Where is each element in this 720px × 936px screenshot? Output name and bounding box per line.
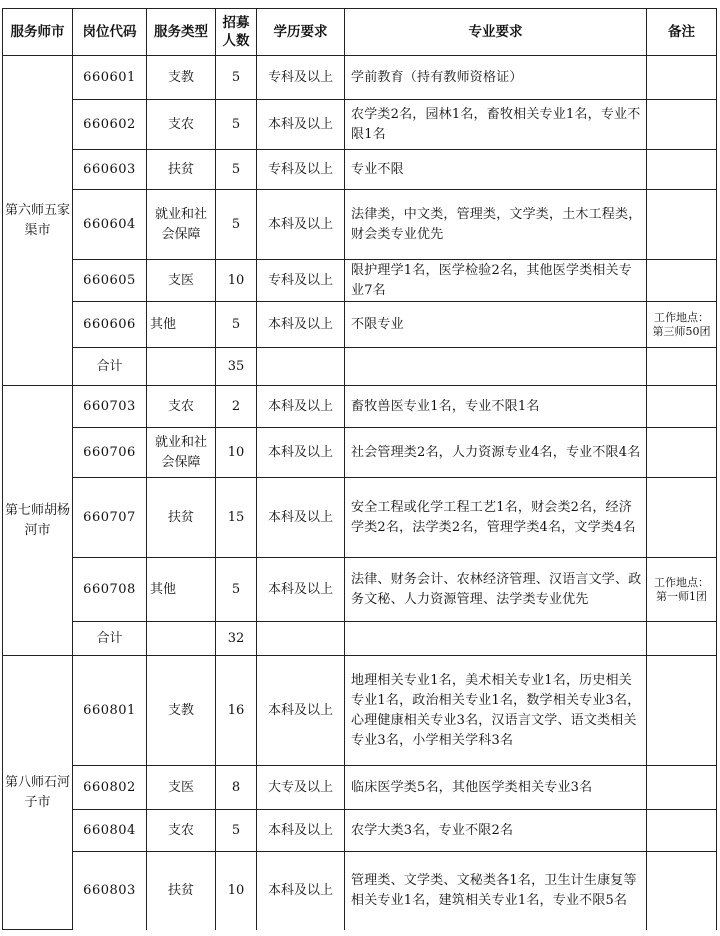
edu-cell: 本科及以上 bbox=[257, 558, 345, 622]
code-cell: 660703 bbox=[73, 386, 147, 428]
table-row bbox=[3, 150, 717, 190]
note-cell bbox=[647, 810, 717, 852]
empty-cell bbox=[345, 622, 647, 656]
count-cell: 5 bbox=[216, 190, 257, 260]
major-cell: 农学类2名，园林1名，畜牧相关专业1名，专业不限1名 bbox=[345, 100, 647, 150]
table-row bbox=[3, 386, 717, 428]
major-cell: 学前教育（持有教师资格证） bbox=[345, 56, 647, 100]
type-cell: 支教 bbox=[147, 56, 216, 100]
edu-cell: 本科及以上 bbox=[257, 852, 345, 930]
note-cell: 工作地点：第一师1团 bbox=[647, 558, 717, 622]
code-cell: 660602 bbox=[73, 100, 147, 150]
edu-cell: 专科及以上 bbox=[257, 56, 345, 100]
note-cell bbox=[647, 656, 717, 766]
empty-cell bbox=[257, 622, 345, 656]
type-cell: 扶贫 bbox=[147, 150, 216, 190]
type-cell: 支农 bbox=[147, 386, 216, 428]
city-cell: 第六师五家渠市 bbox=[3, 56, 73, 386]
code-cell: 660604 bbox=[73, 190, 147, 260]
major-cell: 临床医学类5名，其他医学类相关专业3名 bbox=[345, 766, 647, 810]
edu-cell: 本科及以上 bbox=[257, 810, 345, 852]
code-cell: 660605 bbox=[73, 260, 147, 302]
code-cell: 660804 bbox=[73, 810, 147, 852]
table-row bbox=[3, 810, 717, 852]
note-cell bbox=[647, 150, 717, 190]
count-cell: 5 bbox=[216, 56, 257, 100]
type-cell: 就业和社会保障 bbox=[147, 190, 216, 260]
note-cell bbox=[647, 478, 717, 558]
table-row bbox=[3, 100, 717, 150]
count-cell: 10 bbox=[216, 260, 257, 302]
table-row bbox=[3, 852, 717, 930]
table-row bbox=[3, 766, 717, 810]
header-major: 专业要求 bbox=[345, 9, 647, 56]
edu-cell: 本科及以上 bbox=[257, 656, 345, 766]
count-cell: 5 bbox=[216, 100, 257, 150]
header-edu: 学历要求 bbox=[257, 9, 345, 56]
note-cell bbox=[647, 56, 717, 100]
edu-cell: 本科及以上 bbox=[257, 478, 345, 558]
header-type: 服务类型 bbox=[147, 9, 216, 56]
count-cell: 5 bbox=[216, 150, 257, 190]
note-cell bbox=[647, 386, 717, 428]
major-cell: 管理类、文学类、文秘类各1名，卫生计生康复等相关专业1名，建筑相关专业1名，专业不限5名 bbox=[345, 852, 647, 930]
total-count: 35 bbox=[216, 348, 257, 386]
code-cell: 660707 bbox=[73, 478, 147, 558]
note-cell bbox=[647, 766, 717, 810]
total-label: 合计 bbox=[73, 622, 147, 656]
count-cell: 15 bbox=[216, 478, 257, 558]
count-cell: 16 bbox=[216, 656, 257, 766]
empty-cell bbox=[647, 622, 717, 656]
header-count: 招募人数 bbox=[216, 9, 257, 56]
code-cell: 660802 bbox=[73, 766, 147, 810]
count-cell: 8 bbox=[216, 766, 257, 810]
table-row bbox=[3, 656, 717, 766]
type-cell: 支医 bbox=[147, 766, 216, 810]
code-cell: 660601 bbox=[73, 56, 147, 100]
table-row bbox=[3, 260, 717, 302]
empty-cell bbox=[345, 348, 647, 386]
major-cell: 畜牧兽医专业1名，专业不限1名 bbox=[345, 386, 647, 428]
note-cell bbox=[647, 852, 717, 930]
edu-cell: 专科及以上 bbox=[257, 260, 345, 302]
note-cell bbox=[647, 260, 717, 302]
edu-cell: 专科及以上 bbox=[257, 150, 345, 190]
count-cell: 10 bbox=[216, 428, 257, 478]
type-cell: 支农 bbox=[147, 810, 216, 852]
type-cell: 扶贫 bbox=[147, 852, 216, 930]
count-cell: 5 bbox=[216, 558, 257, 622]
major-cell: 专业不限 bbox=[345, 150, 647, 190]
count-cell: 5 bbox=[216, 302, 257, 348]
major-cell: 地理相关专业1名，美术相关专业1名，历史相关专业1名，政治相关专业1名，数学相关专业3名，心理健康相关专业3名，汉语言文学、语文类相关专业3名，小学相关学科3名 bbox=[345, 656, 647, 766]
empty-cell bbox=[147, 348, 216, 386]
total-count: 32 bbox=[216, 622, 257, 656]
major-cell: 农学大类3名，专业不限2名 bbox=[345, 810, 647, 852]
note-cell bbox=[647, 190, 717, 260]
type-cell: 支教 bbox=[147, 656, 216, 766]
header-row bbox=[3, 9, 717, 56]
edu-cell: 本科及以上 bbox=[257, 100, 345, 150]
empty-cell bbox=[257, 348, 345, 386]
type-cell: 支农 bbox=[147, 100, 216, 150]
total-row bbox=[3, 622, 717, 656]
note-cell: 工作地点：第三师50团 bbox=[647, 302, 717, 348]
type-cell: 其他 bbox=[147, 558, 216, 622]
table-row bbox=[3, 478, 717, 558]
edu-cell: 大专及以上 bbox=[257, 766, 345, 810]
table-row bbox=[3, 302, 717, 348]
table-row bbox=[3, 558, 717, 622]
note-cell bbox=[647, 100, 717, 150]
count-cell: 2 bbox=[216, 386, 257, 428]
city-cell: 第七师胡杨河市 bbox=[3, 386, 73, 656]
code-cell: 660803 bbox=[73, 852, 147, 930]
count-cell: 10 bbox=[216, 852, 257, 930]
edu-cell: 本科及以上 bbox=[257, 302, 345, 348]
recruitment-table bbox=[2, 8, 717, 930]
empty-cell bbox=[147, 622, 216, 656]
major-cell: 限护理学1名，医学检验2名，其他医学类相关专业7名 bbox=[345, 260, 647, 302]
total-label: 合计 bbox=[73, 348, 147, 386]
major-cell: 不限专业 bbox=[345, 302, 647, 348]
code-cell: 660603 bbox=[73, 150, 147, 190]
header-code: 岗位代码 bbox=[73, 9, 147, 56]
total-row bbox=[3, 348, 717, 386]
type-cell: 扶贫 bbox=[147, 478, 216, 558]
major-cell: 安全工程或化学工程工艺1名，财会类2名，经济学类2名，法学类2名，管理学类4名，文学类4名 bbox=[345, 478, 647, 558]
table-row bbox=[3, 190, 717, 260]
code-cell: 660606 bbox=[73, 302, 147, 348]
empty-cell bbox=[647, 348, 717, 386]
code-cell: 660801 bbox=[73, 656, 147, 766]
type-cell: 就业和社会保障 bbox=[147, 428, 216, 478]
edu-cell: 本科及以上 bbox=[257, 190, 345, 260]
city-cell: 第八师石河子市 bbox=[3, 656, 73, 930]
code-cell: 660708 bbox=[73, 558, 147, 622]
type-cell: 支医 bbox=[147, 260, 216, 302]
major-cell: 社会管理类2名，人力资源专业4名，专业不限4名 bbox=[345, 428, 647, 478]
major-cell: 法律、财务会计、农林经济管理、汉语言文学、政务文秘、人力资源管理、法学类专业优先 bbox=[345, 558, 647, 622]
major-cell: 法律类，中文类，管理类，文学类，土木工程类，财会类专业优先 bbox=[345, 190, 647, 260]
type-cell: 其他 bbox=[147, 302, 216, 348]
table-row bbox=[3, 428, 717, 478]
note-cell bbox=[647, 428, 717, 478]
count-cell: 5 bbox=[216, 810, 257, 852]
header-note: 备注 bbox=[647, 9, 717, 56]
table-row bbox=[3, 56, 717, 100]
edu-cell: 本科及以上 bbox=[257, 386, 345, 428]
header-city: 服务师市 bbox=[3, 9, 73, 56]
code-cell: 660706 bbox=[73, 428, 147, 478]
edu-cell: 本科及以上 bbox=[257, 428, 345, 478]
